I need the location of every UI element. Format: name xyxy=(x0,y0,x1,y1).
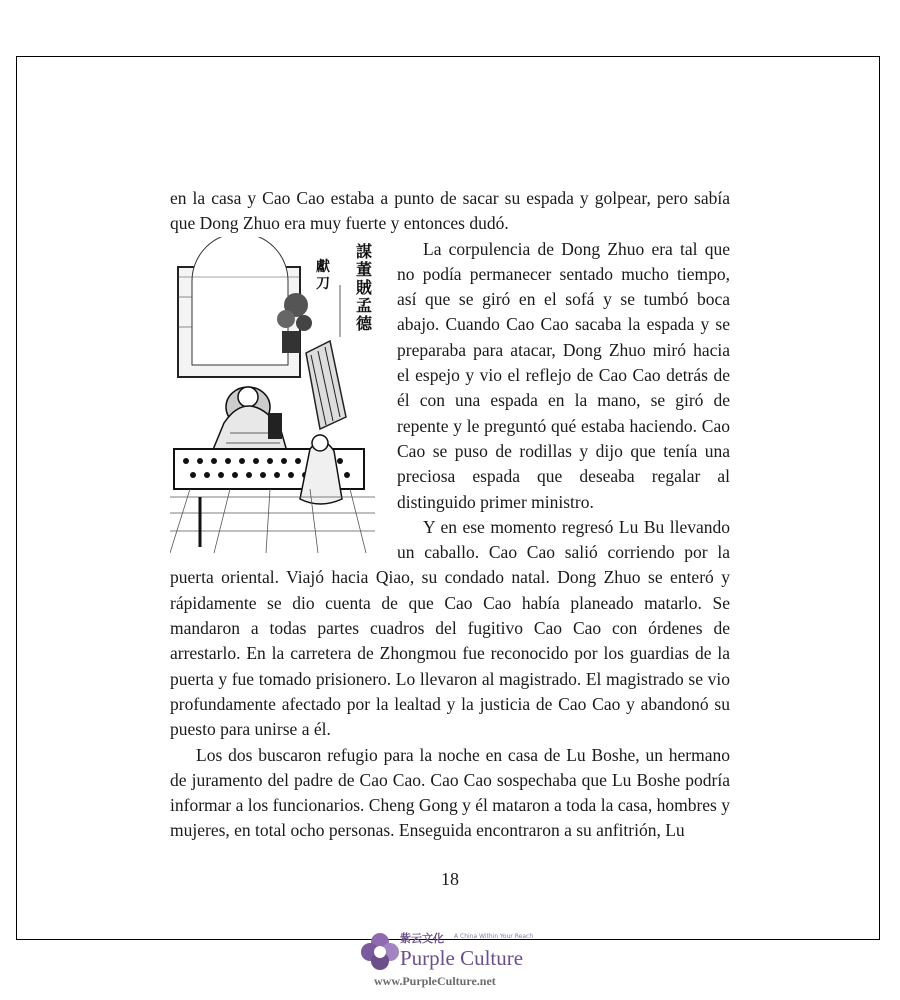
woodcut-illustration xyxy=(170,237,381,553)
paragraph-1: en la casa y Cao Cao estaba a punto de sacar su espada y golpear, pero sabía que Dong Zhuo era muy fuerte y entonces dudó. xyxy=(170,188,730,234)
body-text xyxy=(170,186,730,844)
paragraph-2-text: La corpulencia de Dong Zhuo era tal que no podía permanecer sentado mucho tiempo, así que se giró en el sofá y se tumbó boca abajo. Cuando Cao Cao sacaba la espada y se preparaba para atacar, Dong Zhuo miró hacia el espejo y vio el reflejo de Cao Cao detrás de él con una espada en la mano, se giró de repente y le preguntó qué estaba haciendo. Cao Cao se puso de rodillas y dijo que tenía una preciosa espada que deseaba regalar al distinguido primer ministro. xyxy=(397,238,730,512)
page-number: 18 xyxy=(441,869,459,889)
watermark-brand: Purple Culture xyxy=(400,946,524,970)
watermark-chinese: 紫云文化 xyxy=(400,932,444,945)
paragraph-4: Los dos buscaron refugio para la noche en casa de Lu Boshe, un hermano de juramento del padre de Cao Cao. Cao Cao sospechaba que Lu Boshe podría informar a los funcionarios. Cheng Gong y él mataron a toda la casa, hombres y mujeres, en total ocho personas. Enseguida encontraron a su anfitrión, Lu xyxy=(170,744,730,841)
svg-text:獻刀: 獻刀 xyxy=(316,258,330,292)
paragraph-2 xyxy=(170,237,730,515)
paragraph-3: Y en ese momento regresó Lu Bu llevando un caballo. Cao Cao salió corriendo por la puerta oriental. Viajó hacia Qiao, su condado natal. Dong Zhuo se enteró y rápidamente se dio cuenta de que Cao Cao había planeado matarlo. Se mandaron a todas partes cuadros del fugitivo Cao Cao con órdenes de arrestarlo. En la carretera de Zhongmou fue reconocido por los guardias de la puerta y fue tomado prisionero. Lo llevaron al magistrado. El magistrado se vio profundamente afectado por la lealtad y la justicia de Cao Cao y abandonó su puesto para unirse a él. xyxy=(170,516,730,740)
watermark-tagline: A China Within Your Reach xyxy=(454,933,534,940)
flower-logo-icon xyxy=(360,930,400,972)
watermark xyxy=(356,928,556,992)
watermark-url: www.PurpleCulture.net xyxy=(374,974,496,988)
caption-col-1: 謀董 賊孟 德 xyxy=(356,241,373,333)
